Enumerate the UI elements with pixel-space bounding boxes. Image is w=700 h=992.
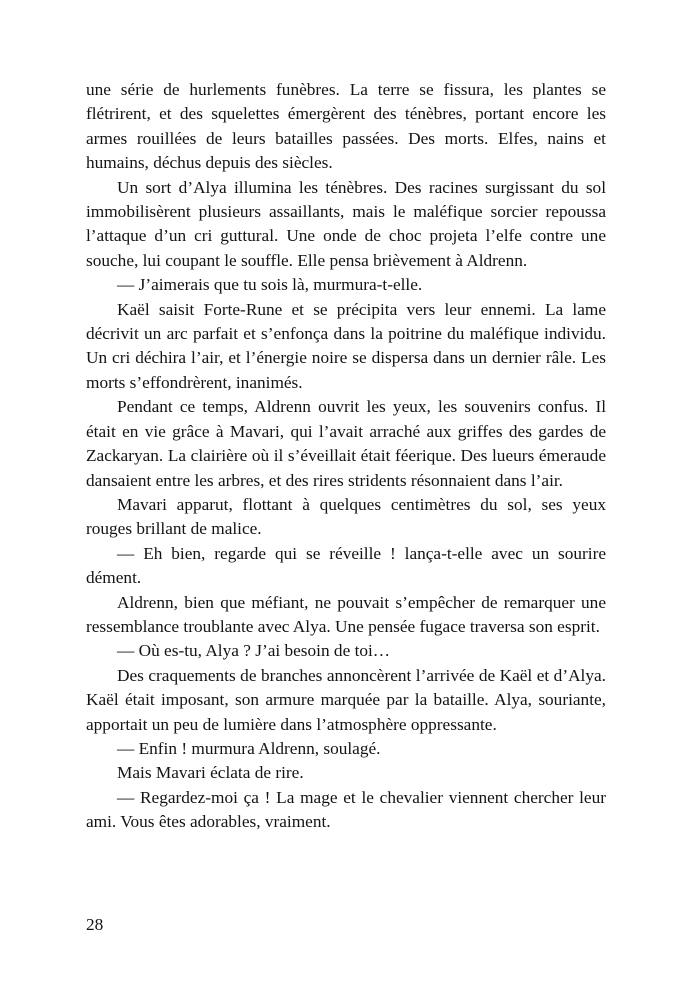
page-number: 28 xyxy=(86,915,104,934)
paragraph-7: — Eh bien, regarde qui se réveille ! lança-t-elle avec un sourire dément. xyxy=(86,543,606,588)
paragraph-6: Mavari apparut, flottant à quelques centimètres du sol, ses yeux rouges brillant de malice. xyxy=(86,494,606,539)
body-text xyxy=(86,78,606,835)
paragraph-1: une série de hurlements funèbres. La terre se fissura, les plantes se flétrirent, et des squelettes émergèrent des ténèbres, portant encore les armes rouillées de leurs batailles passées. Des morts. Elfes, nains et humains, déchus depuis des siècles. xyxy=(86,80,606,173)
paragraph-3: — J’aimerais que tu sois là, murmura-t-elle. xyxy=(117,275,423,295)
paragraph-10: Des craquements de branches annoncèrent l’arrivée de Kaël et d’Alya. Kaël était imposant, son armure marquée par la bataille. Alya, souriante, apportait un peu de lumière dans l’atmosphère oppressante. xyxy=(86,665,606,734)
paragraph-8: Aldrenn, bien que méfiant, ne pouvait s’empêcher de remarquer une ressemblance troublante avec Alya. Une pensée fugace traversa son esprit. xyxy=(86,592,606,636)
paragraph-2: Un sort d’Alya illumina les ténèbres. Des racines surgissant du sol immobilisèrent plusieurs assaillants, mais le maléfique sorcier repoussa l’attaque d’un cri guttural. Une onde de choc projeta l’elfe contre une souche, lui coupant le souffle. Elle pensa brièvement à Aldrenn. xyxy=(86,177,606,270)
paragraph-12: Mais Mavari éclata de rire. xyxy=(117,763,304,783)
paragraph-5: Pendant ce temps, Aldrenn ouvrit les yeux, les souvenirs confus. Il était en vie grâce à Mavari, qui l’avait arraché aux griffes des gardes de Zackaryan. La clairière où il s’éveillait était féerique. Des lueurs émeraude dansaient entre les arbres, et des rires stridents résonnaient dans l’air. xyxy=(86,397,606,490)
paragraph-11: — Enfin ! murmura Aldrenn, soulagé. xyxy=(117,738,381,758)
paragraph-4: Kaël saisit Forte-Rune et se précipita vers leur ennemi. La lame décrivit un arc parfait et s’enfonça dans la poitrine du maléfique individu. Un cri déchira l’air, et l’énergie noire se dispersa dans un dernier râle. Les morts s’effondrèrent, inanimés. xyxy=(86,299,606,392)
paragraph-13: — Regardez-moi ça ! La mage et le chevalier viennent chercher leur ami. Vous êtes adorables, vraiment. xyxy=(86,787,606,832)
paragraph-9: — Où es-tu, Alya ? J’ai besoin de toi… xyxy=(117,641,391,661)
